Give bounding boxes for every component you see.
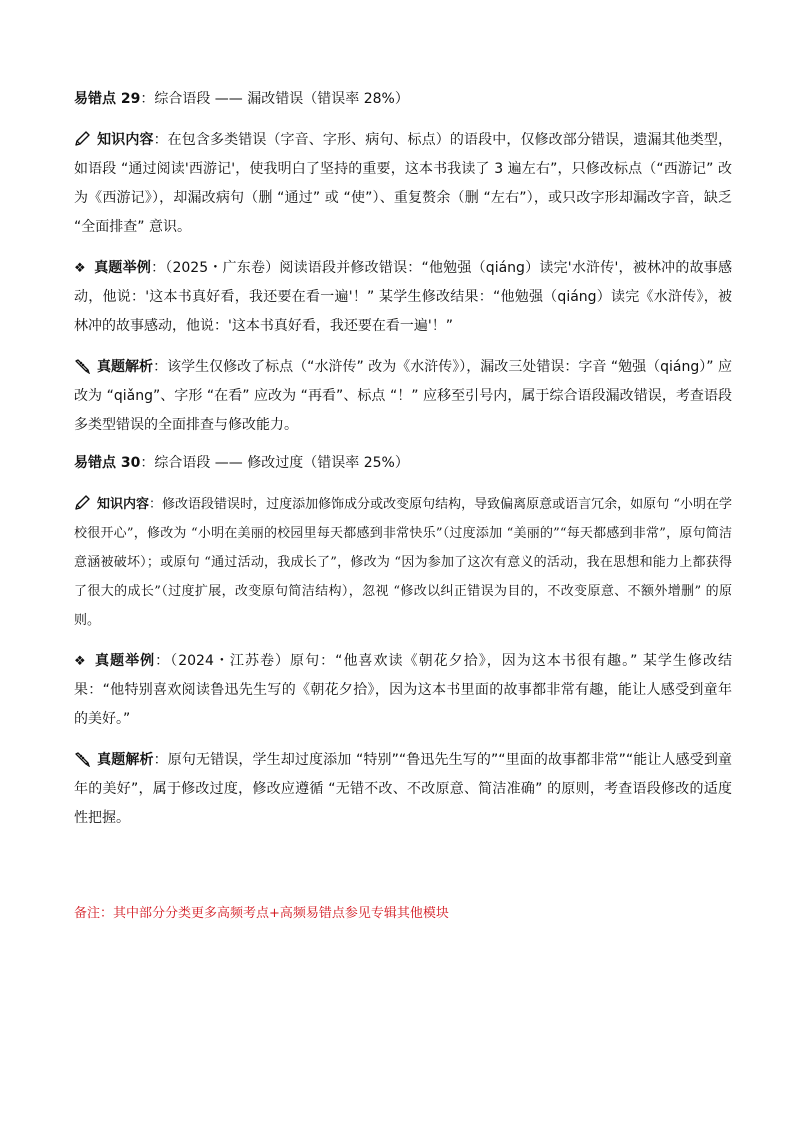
- footnote-remark: 备注：其中部分分类更多高频考点+高频易错点参见专辑其他模块: [74, 906, 449, 921]
- analysis-text: ：该学生仅修改了标点（“水浒传” 改为《水浒传》），漏改三处错误：字音 “勉强（qiáng）” 应改为 “qiǎng”、字形 “在看” 应改为 “再看”、标点 “！” 应移至引号内，属于综合语段漏改错误，考查语段多类型错误的全面排查与修改能力。: [74, 359, 732, 433]
- ruler-pencil-icon: [74, 751, 94, 767]
- diamond-bullet-icon: ❖: [74, 261, 86, 276]
- heading-title: ：综合语段 —— 漏改错误（错误率 28%）: [140, 91, 409, 107]
- heading-label: 易错点 29: [74, 91, 141, 107]
- example-label: 真题举例: [94, 260, 152, 276]
- analysis-label: 真题解析: [97, 752, 154, 768]
- document-page: [74, 88, 732, 845]
- example-paragraph-30: [74, 647, 732, 734]
- example-label: 真题举例: [94, 653, 156, 669]
- example-text: ：（2024・江苏卷）原句：“他喜欢读《朝花夕拾》，因为这本书很有趣。” 某学生修改结果：“他特别喜欢阅读鲁迅先生写的《朝花夕拾》，因为这本书里面的故事都非常有趣，能让人感受到童年的美好。”: [74, 653, 732, 727]
- pencil-icon: [74, 495, 94, 511]
- section-heading-29: [74, 88, 732, 110]
- knowledge-text: ：在包含多类错误（字音、字形、病句、标点）的语段中，仅修改部分错误，遗漏其他类型，如语段 “通过阅读'西游记'，使我明白了坚持的重要，这本书我读了 3 遍左右”，只修改标点（“西游记” 改为《西游记》），却漏改病句（删 “通过” 或 “使”）、重复赘余（删 “左右”），或只改字形却漏改字音，缺乏 “全面排查” 意识。: [74, 132, 733, 235]
- section-heading-30: [74, 452, 732, 474]
- knowledge-label: 知识内容: [97, 497, 150, 512]
- knowledge-label: 知识内容: [97, 132, 154, 148]
- heading-title: ：综合语段 —— 修改过度（错误率 25%）: [140, 455, 409, 471]
- pencil-icon: [74, 131, 94, 147]
- example-text: ：（2025・广东卷）阅读语段并修改错误：“他勉强（qiáng）读完'水浒传'，被林冲的故事感动，他说：'这本书真好看，我还要在看一遍'！” 某学生修改结果：“他勉强（qiáng）读完《水浒传》，被林冲的故事感动，他说：'这本书真好看，我还要在看一遍'！”: [74, 260, 732, 334]
- analysis-label: 真题解析: [97, 359, 154, 375]
- knowledge-paragraph-29: [74, 126, 732, 242]
- analysis-text: ：原句无错误，学生却过度添加 “特别”“鲁迅先生写的”“里面的故事都非常”“能让人感受到童年的美好”，属于修改过度，修改应遵循 “无错不改、不改原意、简洁准确” 的原则，考查语段修改的适度性把握。: [74, 752, 733, 826]
- ruler-pencil-icon: [74, 358, 94, 374]
- example-paragraph-29: [74, 254, 732, 341]
- knowledge-paragraph-30: [74, 490, 732, 635]
- knowledge-text: ：修改语段错误时，过度添加修饰成分或改变原句结构，导致偏离原意或语言冗余，如原句 “小明在学校很开心”，修改为 “小明在美丽的校园里每天都感到非常快乐”（过度添加 “美丽的”“每天都感到非常”，原句简洁意涵被破坏）；或原句 “通过活动，我成长了”，修改为 “因为参加了这次有意义的活动，我在思想和能力上都获得了很大的成长”（过度扩展，改变原句简洁结构），忽视 “修改以纠正错误为目的，不改变原意、不额外增删” 的原则。: [74, 497, 732, 628]
- heading-label: 易错点 30: [74, 455, 141, 471]
- diamond-bullet-icon: ❖: [74, 654, 86, 669]
- analysis-paragraph-30: [74, 746, 732, 833]
- analysis-paragraph-29: [74, 353, 732, 440]
